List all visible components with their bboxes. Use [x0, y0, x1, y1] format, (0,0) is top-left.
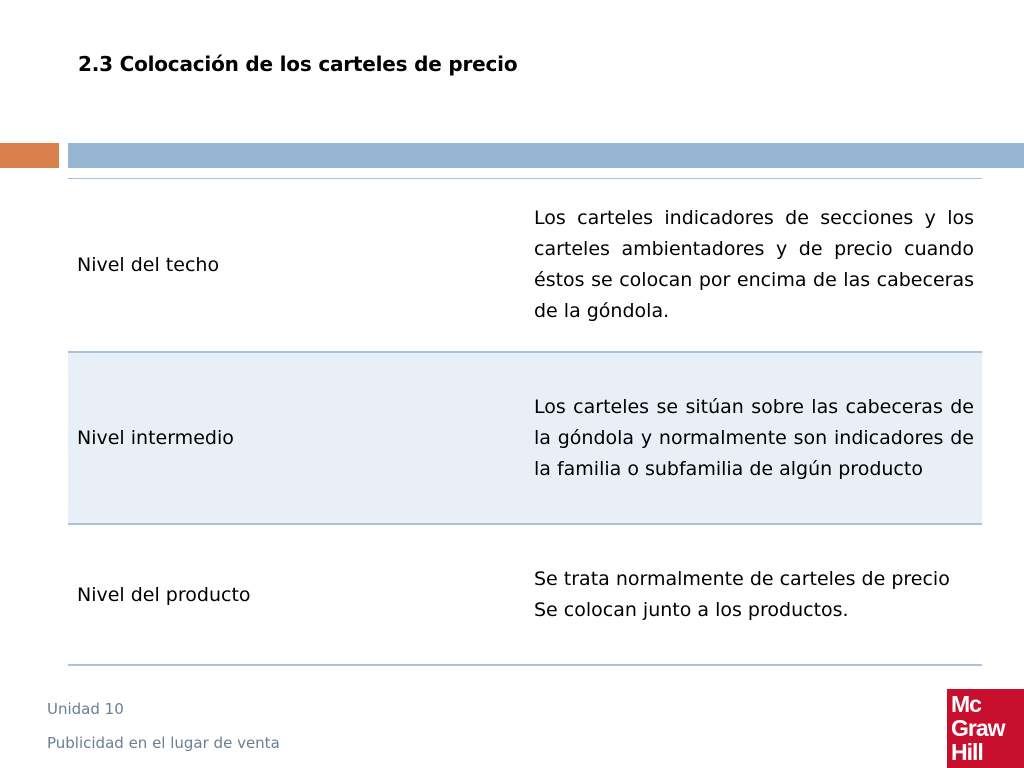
table-header-bar [68, 143, 1024, 168]
footer-subject: Publicidad en el lugar de venta [47, 734, 280, 752]
accent-bar [0, 143, 59, 168]
mcgraw-hill-logo [947, 689, 1024, 768]
slide-title: 2.3 Colocación de los carteles de precio [78, 52, 518, 76]
footer-unit: Unidad 10 [47, 700, 124, 718]
level-description-line: Se colocan junto a los productos. [534, 598, 849, 621]
level-label: Nivel del techo [77, 254, 220, 276]
level-description: Los carteles se sitúan sobre las cabeceras de la góndola y normalmente son indicadores de la familia o subfamilia de algún producto [534, 395, 974, 480]
level-description: Los carteles indicadores de secciones y los carteles ambientadores y de precio cuando éstos se colocan por encima de las cabeceras de la góndola. [534, 207, 974, 322]
level-description [526, 564, 982, 626]
levels-table [68, 178, 982, 666]
level-description-line: Se trata normalmente de carteles de precio [534, 567, 950, 590]
table-row [68, 179, 982, 353]
level-label: Nivel del producto [77, 583, 251, 606]
table-row [68, 353, 982, 525]
table-row [68, 525, 982, 666]
logo-text: Hill [951, 739, 983, 765]
logo-text: Mc [951, 691, 981, 717]
level-label: Nivel intermedio [77, 427, 234, 449]
logo-text: Graw [951, 715, 1005, 741]
